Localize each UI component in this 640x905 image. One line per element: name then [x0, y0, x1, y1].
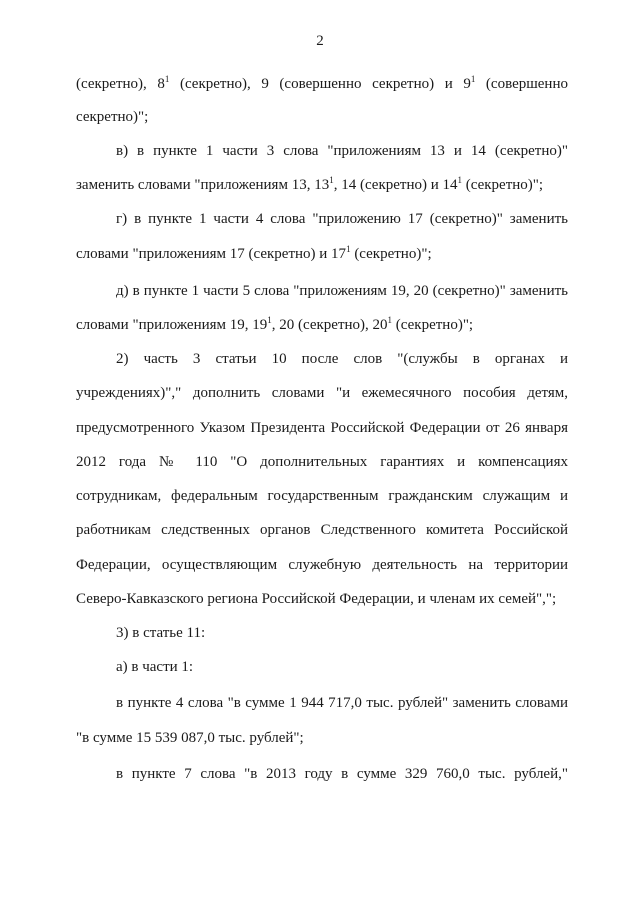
text-fragment: (секретно), 9 (совершенно секретно) и 9 — [169, 76, 471, 92]
text-line: Федерации, осуществляющим служебную деятельность на территории — [76, 557, 568, 573]
superscript: 1 — [164, 74, 170, 84]
text-line: г) в пункте 1 части 4 слова "приложению 17 (секретно)" заменить — [116, 211, 568, 227]
text-line: 2012 года № 110 "О дополнительных гарантиях и компенсациях — [76, 454, 568, 470]
text-line: предусмотренного Указом Президента Российской Федерации от 26 января — [76, 420, 568, 436]
text-line — [76, 174, 568, 196]
text-line: секретно)"; — [76, 109, 149, 125]
superscript: 1 — [346, 244, 351, 254]
text-line: д) в пункте 1 части 5 слова "приложениям 19, 20 (секретно)" заменить — [116, 283, 568, 299]
text-line: в) в пункте 1 части 3 слова "приложениям 13 и 14 (секретно)" — [116, 143, 568, 159]
superscript: 1 — [470, 74, 476, 84]
text-line: а) в части 1: — [116, 659, 194, 675]
text-line: "в сумме 15 539 087,0 тыс. рублей"; — [76, 730, 304, 746]
text-line: в пункте 4 слова "в сумме 1 944 717,0 тыс. рублей" заменить словами — [116, 695, 568, 711]
text-fragment: , 14 (секретно) и 14 — [333, 177, 458, 193]
text-fragment: , 20 (секретно), 20 — [271, 317, 388, 333]
superscript: 1 — [457, 175, 462, 185]
text-line: Северо-Кавказского региона Российской Федерации, и членам их семей","; — [76, 591, 557, 607]
text-line: в пункте 7 слова "в 2013 году в сумме 329 760,0 тыс. рублей," — [116, 766, 568, 782]
text-fragment: (секретно)"; — [462, 177, 544, 193]
text-line: учреждениях)"," дополнить словами "и ежемесячного пособия детям, — [76, 385, 568, 401]
text-line: 2) часть 3 статьи 10 после слов "(службы в органах и — [116, 351, 568, 367]
text-line: сотрудникам, федеральным государственным гражданским служащим и — [76, 488, 568, 504]
text-fragment: (секретно)"; — [350, 246, 432, 262]
text-fragment: (совершенно — [475, 76, 568, 92]
page-number: 2 — [316, 33, 324, 49]
text-line — [76, 314, 568, 336]
text-fragment: (секретно), 8 — [76, 76, 165, 92]
text-fragment: (секретно)"; — [392, 317, 474, 333]
text-fragment: заменить словами "приложениям 13, 13 — [76, 177, 330, 193]
text-fragment: словами "приложениям 17 (секретно) и 17 — [76, 246, 347, 262]
text-line — [76, 243, 568, 265]
text-line: работникам следственных органов Следственного комитета Российской — [76, 522, 568, 538]
superscript: 1 — [387, 315, 393, 325]
superscript: 1 — [267, 315, 272, 325]
text-fragment: словами "приложениям 19, 19 — [76, 317, 268, 333]
text-line: 3) в статье 11: — [116, 625, 206, 641]
superscript: 1 — [329, 175, 334, 185]
text-line — [76, 73, 568, 95]
